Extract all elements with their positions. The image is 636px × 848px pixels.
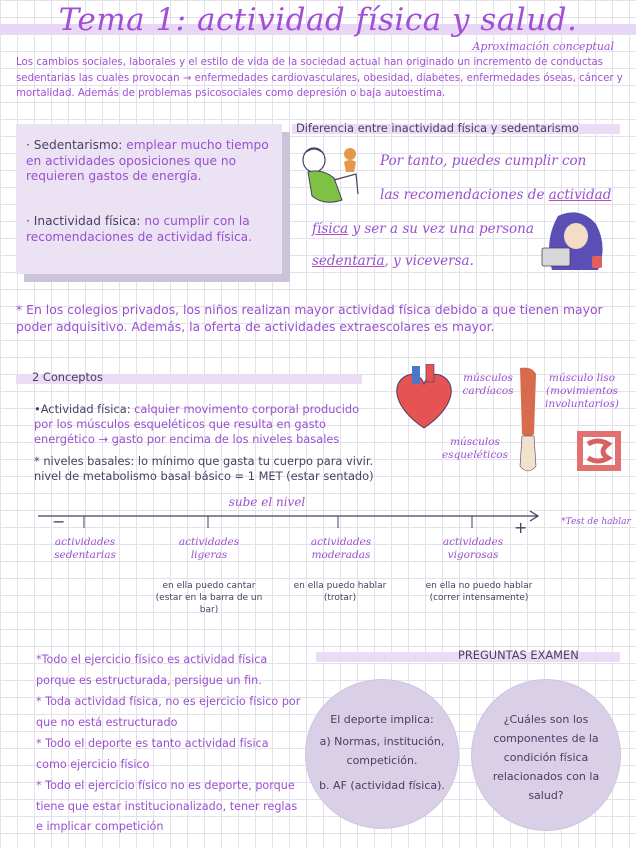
level-sedentary: actividades sedentarias xyxy=(54,536,116,561)
level-vigorous: actividades vigorosas xyxy=(442,536,504,561)
page-title: Tema 1: actividad física y salud. xyxy=(58,2,578,38)
q1-answer-b: b. AF (actividad física). xyxy=(319,779,445,792)
activity-scale-arrow xyxy=(30,506,550,530)
q1-answer-a: a) Normas, institución, competición. xyxy=(319,735,445,767)
definition-inactividad: · Inactividad física: no cumplir con la recomendaciones de actividad física. xyxy=(26,214,252,244)
exam-question-1 xyxy=(306,680,458,828)
heart-illustration xyxy=(388,364,460,434)
q1-text: El deporte implica: xyxy=(330,713,434,726)
difference-line3: física y ser a su vez una persona xyxy=(312,221,534,237)
exam-heading: PREGUNTAS EXAMEN xyxy=(458,648,579,662)
scale-minus: − xyxy=(52,512,66,531)
difference-line4: sedentaria, y viceversa. xyxy=(312,253,474,269)
note-deporte: * Todo el deporte es tanto actividad física como ejercicio físico xyxy=(36,737,269,771)
level-moderate-note: en ella puedo hablar (trotar) xyxy=(293,581,387,603)
concepts-heading: 2 Conceptos xyxy=(32,370,103,384)
level-moderate: actividades moderadas xyxy=(310,536,372,561)
difference-line1: Por tanto, puedes cumplir con xyxy=(380,153,587,169)
person-laptop-illustration xyxy=(536,210,616,274)
label-skeletal-muscle: músculos esqueléticos xyxy=(441,436,509,461)
exam-question-2 xyxy=(472,680,620,830)
note-no-deporte: * Todo el ejercicio físico no es deporte, porque tiene que estar institucionalizado, tener reglas e implicar competición xyxy=(36,779,298,833)
private-schools-note: * En los colegios privados, los niños realizan mayor actividad física debido a que tienen mayor poder adquisitivo. Además, la oferta de actividades extraescolares es mayor. xyxy=(16,302,603,334)
q2-text: ¿Cuáles son los componentes de la condición física relacionados con la salud? xyxy=(492,713,600,802)
note-ejercicio: *Todo el ejercicio físico es actividad física porque es estructurada, persigue un fin. xyxy=(36,653,268,687)
page-subtitle: Aproximación conceptual xyxy=(472,40,614,53)
level-vigorous-note: en ella no puedo hablar (correr intensamente) xyxy=(425,581,533,603)
level-light-note: en ella puedo cantar (estar en la barra de un bar) xyxy=(155,581,263,615)
definition-sedentarismo: · Sedentarismo: emplear mucho tiempo en actividades oposiciones que no requieren gastos de energía. xyxy=(26,138,269,184)
difference-line2: las recomendaciones de actividad xyxy=(380,187,612,203)
scale-plus: + xyxy=(514,518,528,537)
person-sitting-illustration xyxy=(292,140,376,206)
label-smooth-muscle: músculo liso (movimientos involuntarios) xyxy=(545,372,619,410)
level-light: actividades ligeras xyxy=(178,536,240,561)
talk-test-note: *Test de hablar xyxy=(561,517,631,527)
intro-paragraph: Los cambios sociales, laborales y el estilo de vida de la sociedad actual han originado un incremento de conductas sedentarias las cuales provocan → enfermedades cardiovasculares, obesidad, diabetes, enfermedades óseas, cáncer y mortalidad. Además de problemas psicosociales como depresión o baja autoestima. xyxy=(16,57,623,99)
label-cardiac-muscle: músculos cardíacos xyxy=(462,372,514,397)
scale-label: sube el nivel xyxy=(228,495,306,509)
concept-actividad-fisica: •Actividad física: calquier movimento corporal producido por los músculos esqueléticos que resulta en gasto energético → gasto por encima de los niveles basales xyxy=(34,402,360,446)
difference-heading: Diferencia entre inactividad física y sedentarismo xyxy=(296,121,579,135)
concept-basal-levels: * niveles basales: lo mínimo que gasta tu cuerpo para vivir. nivel de metabolismo basal básico = 1 MET (estar sentado) xyxy=(34,454,374,483)
intestine-illustration xyxy=(574,428,624,474)
note-actividad: * Toda actividad física, no es ejercicio físico por que no está estructurado xyxy=(36,695,301,729)
definitions-box xyxy=(16,124,282,274)
